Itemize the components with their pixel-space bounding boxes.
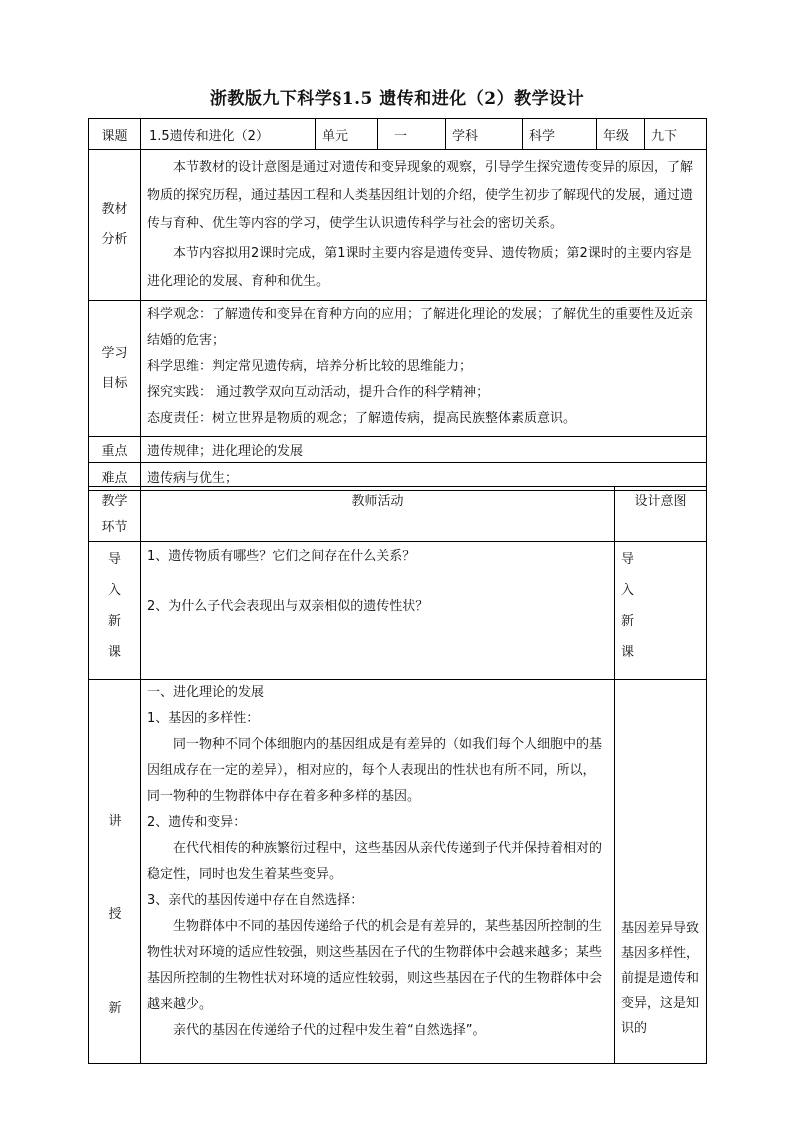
key-point-text: 遗传规律；进化理论的发展 bbox=[141, 437, 707, 463]
teach-activity bbox=[141, 680, 615, 1064]
teach-stage bbox=[89, 680, 141, 1064]
difficulty-label: 难点 bbox=[89, 463, 141, 491]
goal-item: 科学思维：判定常见遗传病，培养分析比较的思维能力； bbox=[147, 359, 473, 374]
intro-question: 1、遗传物质有哪些？它们之间存在什么关系？ bbox=[147, 549, 416, 564]
analysis-label bbox=[89, 150, 141, 301]
course-value: 1.5遗传和进化（2） bbox=[141, 119, 316, 150]
teach-stage-char: 授 bbox=[108, 907, 122, 922]
intro-stage bbox=[89, 542, 141, 680]
goal-item: 态度责任：树立世界是物质的观念；了解遗传病，提高民族整体素质意识。 bbox=[147, 411, 577, 426]
goal-item: 探究实践： 通过教学双向互动活动，提升合作的科学精神； bbox=[147, 385, 490, 400]
teach-line: 生物群体中不同的基因传递给子代的机会是有差异的，某些基因所控制的生物性状对环境的适应性较强，则这些基因在子代的生物群体中会越来越多；某些基因所控制的生物性状对环境的适应性较弱，则这些基因在子代的生物群体中会越来越少。 bbox=[147, 919, 603, 1012]
teach-line: 亲代的基因在传递给子代的过程中发生着“自然选择”。 bbox=[173, 1023, 486, 1038]
goals-content bbox=[141, 301, 707, 437]
analysis-content bbox=[141, 150, 707, 301]
stage-header bbox=[89, 487, 141, 542]
teacher-activity-header: 教师活动 bbox=[141, 487, 615, 542]
design-intent-header: 设计意图 bbox=[615, 487, 707, 542]
stage-header-1: 教学 bbox=[101, 494, 128, 509]
goals-label-2: 目标 bbox=[101, 375, 128, 391]
teach-stage-char: 新 bbox=[108, 1001, 122, 1016]
analysis-paragraph-2: 本节内容拟用2课时完成，第1课时主要内容是遗传变异、遗传物质；第2课时的主要内容是进化理论的发展、育种和优生。 bbox=[147, 246, 692, 289]
intro-stage-char: 导 bbox=[107, 552, 121, 567]
analysis-label-1: 教材 bbox=[101, 202, 128, 217]
intro-activity bbox=[141, 542, 615, 680]
grade-value: 九下 bbox=[645, 119, 707, 150]
unit-label: 单元 bbox=[316, 119, 378, 150]
key-point-label: 重点 bbox=[89, 437, 141, 463]
teach-stage-char: 讲 bbox=[108, 814, 122, 829]
teach-line: 在代代相传的种族繁衍过程中，这些基因从亲代传递到子代并保持着相对的稳定性，同时也发生着某些变异。 bbox=[147, 841, 603, 882]
intro-intent-char: 入 bbox=[621, 583, 635, 598]
teach-intent bbox=[615, 680, 707, 1064]
difficulty-text: 遗传病与优生； bbox=[141, 463, 707, 491]
teach-line: 3、亲代的基因传递中存在自然选择： bbox=[147, 893, 364, 908]
unit-value: 一 bbox=[378, 119, 446, 150]
stage-header-2: 环节 bbox=[101, 520, 128, 535]
teach-content bbox=[147, 680, 608, 1044]
intro-stage-char: 新 bbox=[107, 614, 121, 629]
goal-item: 科学观念：了解遗传和变异在育种方向的应用；了解进化理论的发展；了解优生的重要性及近亲结婚的危害； bbox=[147, 307, 694, 348]
intro-intent bbox=[615, 542, 707, 680]
grade-label: 年级 bbox=[597, 119, 645, 150]
teaching-process-table bbox=[88, 486, 707, 1064]
document-title: 浙教版九下科学§1.5 遗传和进化（2）教学设计 bbox=[209, 89, 585, 109]
teach-intent-text: 基因差异导致基因多样性，前提是遗传和变异，这是知识的 bbox=[621, 921, 700, 1036]
course-label: 课题 bbox=[89, 119, 141, 150]
lesson-info-table bbox=[88, 118, 707, 491]
intro-intent-char: 课 bbox=[621, 645, 635, 660]
intro-question: 2、为什么子代会表现出与双亲相似的遗传性状？ bbox=[147, 599, 429, 614]
analysis-label-2: 分析 bbox=[101, 232, 128, 247]
teach-line: 一、进化理论的发展 bbox=[147, 685, 265, 700]
intro-stage-char: 入 bbox=[107, 583, 121, 598]
intro-intent-char: 导 bbox=[621, 552, 635, 567]
subject-value: 科学 bbox=[523, 119, 597, 150]
teach-line: 1、基因的多样性： bbox=[147, 711, 260, 726]
teach-line: 同一物种不同个体细胞内的基因组成是有差异的（如我们每个人细胞中的基因组成存在一定的差异），相对应的，每个人表现出的性状也有所不同，所以，同一物种的生物群体中存在着多种多样的基因。 bbox=[147, 737, 603, 804]
subject-label: 学科 bbox=[446, 119, 523, 150]
intro-stage-char: 课 bbox=[107, 645, 121, 660]
analysis-paragraph-1: 本节教材的设计意图是通过对遗传和变异现象的观察，引导学生探究遗传变异的原因，了解物质的探究历程，通过基因工程和人类基因组计划的介绍，使学生初步了解现代的发展，通过遗传与育种、优生等内容的学习，使学生认识遗传科学与社会的密切关系。 bbox=[147, 160, 694, 231]
intro-intent-char: 新 bbox=[621, 614, 635, 629]
teach-line: 2、遗传和变异： bbox=[147, 815, 247, 830]
goals-label bbox=[89, 301, 141, 437]
goals-label-1: 学习 bbox=[101, 345, 128, 361]
